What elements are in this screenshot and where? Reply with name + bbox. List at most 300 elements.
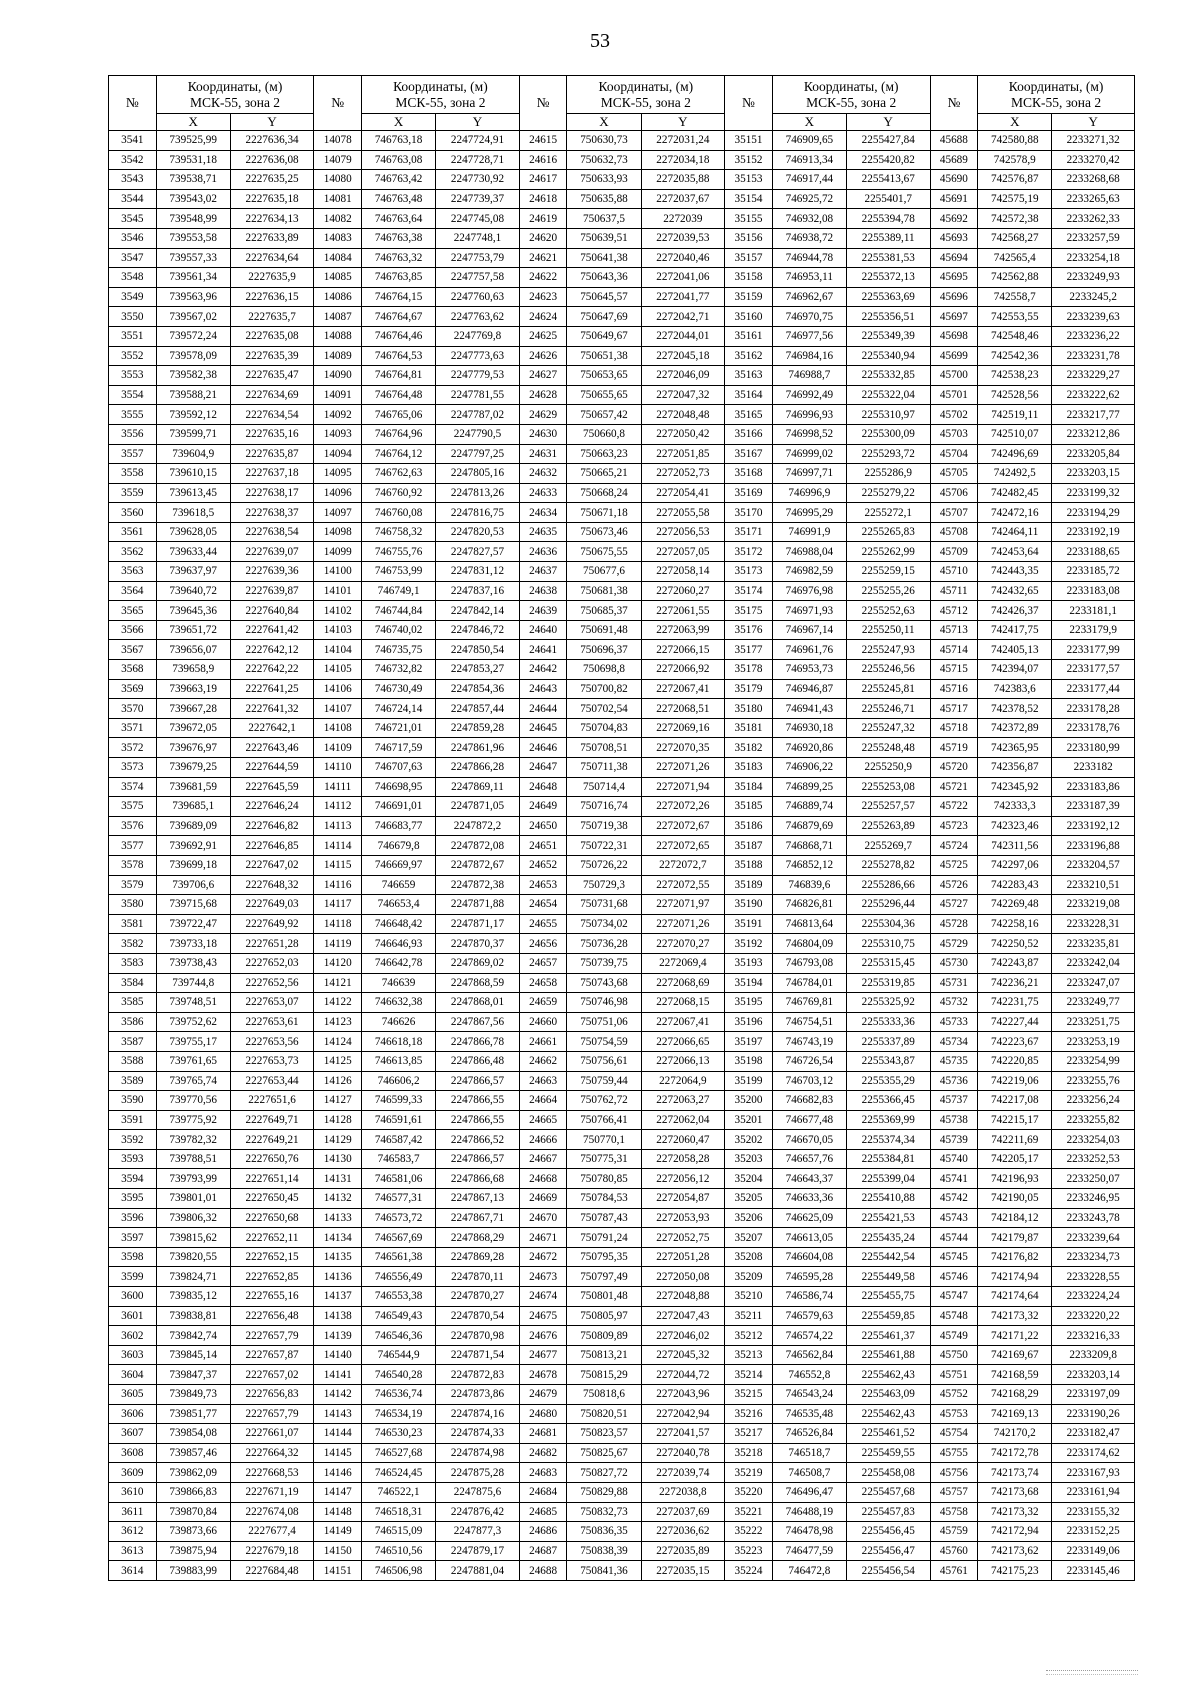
x-coordinate-cell: 746643,37 <box>772 1169 846 1189</box>
x-coordinate-cell: 746764,12 <box>362 444 436 464</box>
x-coordinate-cell: 746574,22 <box>772 1326 846 1346</box>
y-coordinate-cell: 2272037,69 <box>641 1502 725 1522</box>
table-row <box>109 1228 1135 1248</box>
y-coordinate-cell: 2227636,08 <box>230 150 314 170</box>
x-coordinate-cell: 746679,8 <box>362 836 436 856</box>
point-number-cell: 35156 <box>725 228 773 248</box>
table-row <box>109 346 1135 366</box>
point-number-cell: 3554 <box>109 385 157 405</box>
y-coordinate-cell: 2255349,39 <box>846 326 930 346</box>
x-coordinate-cell: 739857,46 <box>156 1443 230 1463</box>
point-number-cell: 24657 <box>519 953 567 973</box>
y-coordinate-cell: 2227653,61 <box>230 1012 314 1032</box>
point-number-cell: 24631 <box>519 444 567 464</box>
y-coordinate-cell: 2247728,71 <box>436 150 520 170</box>
x-coordinate-cell: 750637,5 <box>567 209 641 229</box>
x-coordinate-cell: 746488,19 <box>772 1502 846 1522</box>
y-coordinate-cell: 2272040,46 <box>641 248 725 268</box>
y-coordinate-cell: 2247757,58 <box>436 268 520 288</box>
point-number-cell: 24644 <box>519 699 567 719</box>
x-coordinate-cell: 746642,78 <box>362 953 436 973</box>
table-row <box>109 1130 1135 1150</box>
x-coordinate-cell: 750832,73 <box>567 1502 641 1522</box>
x-coordinate-cell: 739851,77 <box>156 1404 230 1424</box>
y-coordinate-cell: 2272072,67 <box>641 816 725 836</box>
y-coordinate-cell: 2233183,86 <box>1052 777 1135 797</box>
y-coordinate-cell: 2272047,43 <box>641 1306 725 1326</box>
point-number-cell: 24669 <box>519 1189 567 1209</box>
x-coordinate-cell: 742176,82 <box>978 1247 1052 1267</box>
x-coordinate-cell: 750729,3 <box>567 875 641 895</box>
point-number-cell: 3603 <box>109 1345 157 1365</box>
y-coordinate-cell: 2272039 <box>641 209 725 229</box>
point-number-cell: 14122 <box>314 993 362 1013</box>
point-number-cell: 45735 <box>930 1051 978 1071</box>
x-coordinate-cell: 739610,15 <box>156 464 230 484</box>
x-coordinate-cell: 742283,43 <box>978 875 1052 895</box>
x-coordinate-cell: 746765,06 <box>362 405 436 425</box>
y-coordinate-cell: 2247869,28 <box>436 1247 520 1267</box>
point-number-cell: 24658 <box>519 973 567 993</box>
y-coordinate-cell: 2255279,22 <box>846 483 930 503</box>
point-number-cell: 35173 <box>725 562 773 582</box>
point-number-cell: 3544 <box>109 189 157 209</box>
point-number-cell: 3588 <box>109 1051 157 1071</box>
point-number-cell: 3543 <box>109 170 157 190</box>
x-coordinate-cell: 750784,53 <box>567 1189 641 1209</box>
table-row <box>109 679 1135 699</box>
table-row <box>109 777 1135 797</box>
table-row <box>109 875 1135 895</box>
point-number-cell: 35174 <box>725 581 773 601</box>
point-number-cell: 45747 <box>930 1287 978 1307</box>
point-number-cell: 24668 <box>519 1169 567 1189</box>
point-number-cell: 45718 <box>930 718 978 738</box>
x-coordinate-cell: 746932,08 <box>772 209 846 229</box>
point-number-cell: 14114 <box>314 836 362 856</box>
point-number-cell: 3577 <box>109 836 157 856</box>
y-coordinate-cell: 2247797,25 <box>436 444 520 464</box>
x-coordinate-cell: 746917,44 <box>772 170 846 190</box>
point-number-cell: 14117 <box>314 895 362 915</box>
point-number-cell: 45738 <box>930 1110 978 1130</box>
point-number-cell: 3541 <box>109 131 157 151</box>
y-coordinate-cell: 2227639,07 <box>230 542 314 562</box>
point-number-cell: 3576 <box>109 816 157 836</box>
point-number-cell: 35214 <box>725 1365 773 1385</box>
point-number-cell: 3542 <box>109 150 157 170</box>
y-coordinate-cell: 2233212,86 <box>1052 424 1135 444</box>
point-number-cell: 45714 <box>930 640 978 660</box>
table-row <box>109 405 1135 425</box>
x-coordinate-cell: 746909,65 <box>772 131 846 151</box>
y-coordinate-cell: 2233185,72 <box>1052 562 1135 582</box>
x-coordinate-cell: 739618,5 <box>156 503 230 523</box>
x-coordinate-cell: 739531,18 <box>156 150 230 170</box>
x-coordinate-cell: 746764,48 <box>362 385 436 405</box>
x-coordinate-cell: 746646,93 <box>362 934 436 954</box>
y-coordinate-cell: 2272038,8 <box>641 1482 725 1502</box>
x-coordinate-cell: 746930,18 <box>772 718 846 738</box>
y-coordinate-cell: 2255304,36 <box>846 914 930 934</box>
coordinate-system-label: МСК-55, зона 2 <box>806 94 897 110</box>
x-coordinate-cell: 746813,64 <box>772 914 846 934</box>
y-coordinate-cell: 2272043,96 <box>641 1385 725 1405</box>
y-coordinate-cell: 2227652,56 <box>230 973 314 993</box>
x-coordinate-cell: 750731,68 <box>567 895 641 915</box>
y-coordinate-cell: 2247760,63 <box>436 287 520 307</box>
y-coordinate-cell: 2255410,88 <box>846 1189 930 1209</box>
x-coordinate-cell: 739847,37 <box>156 1365 230 1385</box>
y-coordinate-cell: 2227656,83 <box>230 1385 314 1405</box>
point-number-cell: 45710 <box>930 562 978 582</box>
point-number-cell: 3556 <box>109 424 157 444</box>
y-coordinate-cell: 2272037,67 <box>641 189 725 209</box>
point-number-cell: 24629 <box>519 405 567 425</box>
y-coordinate-cell: 2233178,76 <box>1052 718 1135 738</box>
point-number-cell: 45701 <box>930 385 978 405</box>
x-coordinate-cell: 746889,74 <box>772 797 846 817</box>
table-row <box>109 993 1135 1013</box>
point-number-cell: 14142 <box>314 1385 362 1405</box>
table-row <box>109 1110 1135 1130</box>
y-coordinate-cell: 2233187,39 <box>1052 797 1135 817</box>
x-coordinate-cell: 746534,19 <box>362 1404 436 1424</box>
point-number-cell: 3614 <box>109 1561 157 1581</box>
point-number-cell: 14147 <box>314 1482 362 1502</box>
y-coordinate-cell: 2227657,87 <box>230 1345 314 1365</box>
y-column-header: Y <box>1052 114 1135 131</box>
point-number-cell: 35193 <box>725 953 773 973</box>
table-row <box>109 953 1135 973</box>
y-coordinate-cell: 2272071,97 <box>641 895 725 915</box>
x-coordinate-cell: 746633,36 <box>772 1189 846 1209</box>
point-number-cell: 24625 <box>519 326 567 346</box>
x-coordinate-cell: 750685,37 <box>567 601 641 621</box>
point-number-cell: 14141 <box>314 1365 362 1385</box>
x-coordinate-cell: 742492,5 <box>978 464 1052 484</box>
y-coordinate-cell: 2233188,65 <box>1052 542 1135 562</box>
x-coordinate-cell: 742173,68 <box>978 1482 1052 1502</box>
point-number-cell: 3606 <box>109 1404 157 1424</box>
table-row <box>109 1365 1135 1385</box>
point-number-cell: 3599 <box>109 1267 157 1287</box>
x-coordinate-cell: 742453,64 <box>978 542 1052 562</box>
y-coordinate-cell: 2227635,87 <box>230 444 314 464</box>
x-coordinate-cell: 746581,06 <box>362 1169 436 1189</box>
x-coordinate-cell: 746953,73 <box>772 660 846 680</box>
table-row <box>109 287 1135 307</box>
point-number-cell: 3548 <box>109 268 157 288</box>
x-coordinate-cell: 746998,52 <box>772 424 846 444</box>
coordinate-system-label: МСК-55, зона 2 <box>189 94 281 110</box>
x-coordinate-cell: 739689,09 <box>156 816 230 836</box>
x-coordinate-cell: 746762,63 <box>362 464 436 484</box>
x-coordinate-cell: 750653,65 <box>567 366 641 386</box>
point-number-cell: 14096 <box>314 483 362 503</box>
y-coordinate-cell: 2247842,14 <box>436 601 520 621</box>
y-coordinate-cell: 2272048,48 <box>641 405 725 425</box>
y-coordinate-cell: 2255413,67 <box>846 170 930 190</box>
x-coordinate-cell: 742365,95 <box>978 738 1052 758</box>
point-number-cell: 24676 <box>519 1326 567 1346</box>
point-number-cell: 24623 <box>519 287 567 307</box>
point-number-cell: 3573 <box>109 758 157 778</box>
y-coordinate-cell: 2255333,36 <box>846 1012 930 1032</box>
y-coordinate-cell: 2272066,13 <box>641 1051 725 1071</box>
x-coordinate-cell: 739849,73 <box>156 1385 230 1405</box>
y-coordinate-cell: 2272069,4 <box>641 953 725 973</box>
point-number-cell: 45696 <box>930 287 978 307</box>
x-coordinate-cell: 742170,2 <box>978 1424 1052 1444</box>
x-coordinate-cell: 742173,62 <box>978 1541 1052 1561</box>
point-number-cell: 3545 <box>109 209 157 229</box>
x-coordinate-cell: 746721,01 <box>362 718 436 738</box>
y-coordinate-cell: 2272058,28 <box>641 1149 725 1169</box>
table-row <box>109 1463 1135 1483</box>
x-coordinate-cell: 746852,12 <box>772 855 846 875</box>
y-coordinate-cell: 2255245,81 <box>846 679 930 699</box>
point-number-cell: 3595 <box>109 1189 157 1209</box>
y-coordinate-cell: 2247769,8 <box>436 326 520 346</box>
y-coordinate-cell: 2272040,78 <box>641 1443 725 1463</box>
y-coordinate-cell: 2247781,55 <box>436 385 520 405</box>
y-coordinate-cell: 2247872,2 <box>436 816 520 836</box>
point-number-cell: 45728 <box>930 914 978 934</box>
y-coordinate-cell: 2227668,53 <box>230 1463 314 1483</box>
y-coordinate-cell: 2255457,83 <box>846 1502 930 1522</box>
y-coordinate-cell: 2247872,08 <box>436 836 520 856</box>
x-coordinate-cell: 739567,02 <box>156 307 230 327</box>
y-coordinate-cell: 2272031,24 <box>641 131 725 151</box>
y-column-header: Y <box>230 114 314 131</box>
point-number-cell: 35153 <box>725 170 773 190</box>
point-number-cell: 14138 <box>314 1306 362 1326</box>
y-coordinate-cell: 2272054,41 <box>641 483 725 503</box>
point-number-cell: 24617 <box>519 170 567 190</box>
x-coordinate-cell: 742378,52 <box>978 699 1052 719</box>
point-number-cell: 35179 <box>725 679 773 699</box>
x-coordinate-cell: 746879,69 <box>772 816 846 836</box>
x-coordinate-cell: 746730,49 <box>362 679 436 699</box>
x-coordinate-cell: 750643,36 <box>567 268 641 288</box>
y-coordinate-cell: 2255457,68 <box>846 1482 930 1502</box>
point-number-cell: 35197 <box>725 1032 773 1052</box>
y-coordinate-cell: 2247831,12 <box>436 562 520 582</box>
y-coordinate-cell: 2247850,54 <box>436 640 520 660</box>
y-coordinate-cell: 2272066,65 <box>641 1032 725 1052</box>
x-coordinate-cell: 739645,36 <box>156 601 230 621</box>
x-coordinate-cell: 739656,07 <box>156 640 230 660</box>
x-coordinate-cell: 739715,68 <box>156 895 230 915</box>
y-coordinate-cell: 2255263,89 <box>846 816 930 836</box>
x-coordinate-cell: 746506,98 <box>362 1561 436 1581</box>
table-row <box>109 1012 1135 1032</box>
point-number-cell: 45725 <box>930 855 978 875</box>
y-coordinate-cell: 2233222,62 <box>1052 385 1135 405</box>
y-coordinate-cell: 2227648,32 <box>230 875 314 895</box>
x-coordinate-cell: 750726,22 <box>567 855 641 875</box>
point-number-cell: 3610 <box>109 1482 157 1502</box>
point-number-cell: 45731 <box>930 973 978 993</box>
table-row <box>109 581 1135 601</box>
x-coordinate-cell: 746561,38 <box>362 1247 436 1267</box>
point-number-cell: 3578 <box>109 855 157 875</box>
y-coordinate-cell: 2227684,48 <box>230 1561 314 1581</box>
y-coordinate-cell: 2255442,54 <box>846 1247 930 1267</box>
y-coordinate-cell: 2227638,54 <box>230 522 314 542</box>
point-number-cell: 35208 <box>725 1247 773 1267</box>
y-coordinate-cell: 2233174,62 <box>1052 1443 1135 1463</box>
point-number-cell: 3546 <box>109 228 157 248</box>
y-coordinate-cell: 2233270,42 <box>1052 150 1135 170</box>
point-number-cell: 45761 <box>930 1561 978 1581</box>
y-coordinate-cell: 2255259,15 <box>846 562 930 582</box>
y-coordinate-cell: 2247866,55 <box>436 1110 520 1130</box>
point-number-cell: 14137 <box>314 1287 362 1307</box>
point-number-cell: 24665 <box>519 1110 567 1130</box>
point-number-cell: 14135 <box>314 1247 362 1267</box>
y-coordinate-cell: 2227652,85 <box>230 1267 314 1287</box>
table-row <box>109 131 1135 151</box>
x-coordinate-cell: 742215,17 <box>978 1110 1052 1130</box>
x-coordinate-cell: 739676,97 <box>156 738 230 758</box>
point-number-cell: 45692 <box>930 209 978 229</box>
y-coordinate-cell: 2255265,83 <box>846 522 930 542</box>
point-number-cell: 14151 <box>314 1561 362 1581</box>
point-number-cell: 24653 <box>519 875 567 895</box>
table-row <box>109 699 1135 719</box>
y-coordinate-cell: 2227635,18 <box>230 189 314 209</box>
point-number-cell: 3611 <box>109 1502 157 1522</box>
table-row <box>109 248 1135 268</box>
x-coordinate-cell: 746732,82 <box>362 660 436 680</box>
x-column-header: X <box>772 114 846 131</box>
point-number-cell: 14150 <box>314 1541 362 1561</box>
x-coordinate-cell: 746536,74 <box>362 1385 436 1405</box>
y-coordinate-cell: 2272048,88 <box>641 1287 725 1307</box>
y-coordinate-cell: 2233177,44 <box>1052 679 1135 699</box>
x-coordinate-cell: 742432,65 <box>978 581 1052 601</box>
x-coordinate-cell: 746677,48 <box>772 1110 846 1130</box>
x-coordinate-cell: 742297,06 <box>978 855 1052 875</box>
y-coordinate-cell: 2227646,82 <box>230 816 314 836</box>
point-number-cell: 24635 <box>519 522 567 542</box>
table-row <box>109 1149 1135 1169</box>
point-number-cell: 45717 <box>930 699 978 719</box>
y-coordinate-cell: 2247881,04 <box>436 1561 520 1581</box>
y-coordinate-cell: 2247857,44 <box>436 699 520 719</box>
x-coordinate-cell: 750708,51 <box>567 738 641 758</box>
x-coordinate-cell: 746510,56 <box>362 1541 436 1561</box>
point-number-cell: 24675 <box>519 1306 567 1326</box>
x-coordinate-cell: 750691,48 <box>567 620 641 640</box>
y-coordinate-cell: 2233256,24 <box>1052 1091 1135 1111</box>
x-coordinate-cell: 742172,94 <box>978 1522 1052 1542</box>
x-coordinate-cell: 746961,76 <box>772 640 846 660</box>
y-coordinate-cell: 2247872,83 <box>436 1365 520 1385</box>
y-coordinate-cell: 2233265,63 <box>1052 189 1135 209</box>
y-coordinate-cell: 2247866,57 <box>436 1149 520 1169</box>
y-coordinate-cell: 2272044,72 <box>641 1365 725 1385</box>
x-coordinate-cell: 746977,56 <box>772 326 846 346</box>
point-number-cell: 3561 <box>109 522 157 542</box>
x-coordinate-cell: 746703,12 <box>772 1071 846 1091</box>
x-coordinate-cell: 746653,4 <box>362 895 436 915</box>
x-coordinate-cell: 750836,35 <box>567 1522 641 1542</box>
point-number-cell: 24648 <box>519 777 567 797</box>
y-coordinate-cell: 2233183,08 <box>1052 581 1135 601</box>
point-number-cell: 14128 <box>314 1110 362 1130</box>
y-coordinate-cell: 2227635,25 <box>230 170 314 190</box>
point-number-cell: 24615 <box>519 131 567 151</box>
y-coordinate-cell: 2272035,15 <box>641 1561 725 1581</box>
y-coordinate-cell: 2233254,03 <box>1052 1130 1135 1150</box>
point-number-cell: 35198 <box>725 1051 773 1071</box>
y-coordinate-cell: 2227634,69 <box>230 385 314 405</box>
point-number-cell: 14101 <box>314 581 362 601</box>
point-number-cell: 45745 <box>930 1247 978 1267</box>
coordinates-label: Координаты, (м) <box>187 78 283 94</box>
point-number-cell: 3574 <box>109 777 157 797</box>
point-number-cell: 45755 <box>930 1443 978 1463</box>
point-number-cell: 24682 <box>519 1443 567 1463</box>
y-coordinate-cell: 2255461,37 <box>846 1326 930 1346</box>
y-coordinate-cell: 2255461,88 <box>846 1345 930 1365</box>
point-number-cell: 3583 <box>109 953 157 973</box>
x-coordinate-cell: 746991,9 <box>772 522 846 542</box>
y-coordinate-cell: 2272061,55 <box>641 601 725 621</box>
table-row <box>109 1306 1135 1326</box>
point-number-cell: 3568 <box>109 660 157 680</box>
y-coordinate-cell: 2272034,18 <box>641 150 725 170</box>
x-coordinate-cell: 750700,82 <box>567 679 641 699</box>
y-coordinate-cell: 2227635,16 <box>230 424 314 444</box>
table-row <box>109 973 1135 993</box>
x-coordinate-cell: 742464,11 <box>978 522 1052 542</box>
point-number-cell: 45734 <box>930 1032 978 1052</box>
point-number-cell: 45753 <box>930 1404 978 1424</box>
x-column-header: X <box>567 114 641 131</box>
coordinates-label: Координаты, (м) <box>393 78 488 94</box>
x-coordinate-cell: 750829,88 <box>567 1482 641 1502</box>
y-coordinate-cell: 2247870,98 <box>436 1326 520 1346</box>
point-number-cell: 35199 <box>725 1071 773 1091</box>
x-coordinate-cell: 739755,17 <box>156 1032 230 1052</box>
x-coordinate-cell: 746763,32 <box>362 248 436 268</box>
table-row <box>109 895 1135 915</box>
point-number-cell: 14098 <box>314 522 362 542</box>
point-number-cell: 3585 <box>109 993 157 1013</box>
x-coordinate-cell: 742372,89 <box>978 718 1052 738</box>
y-coordinate-cell: 2233254,18 <box>1052 248 1135 268</box>
point-number-cell: 14090 <box>314 366 362 386</box>
y-coordinate-cell: 2227636,15 <box>230 287 314 307</box>
y-coordinate-cell: 2247748,1 <box>436 228 520 248</box>
y-coordinate-cell: 2227650,76 <box>230 1149 314 1169</box>
y-coordinate-cell: 2247837,16 <box>436 581 520 601</box>
point-number-cell: 45733 <box>930 1012 978 1032</box>
y-coordinate-cell: 2227650,68 <box>230 1208 314 1228</box>
x-coordinate-cell: 750696,37 <box>567 640 641 660</box>
y-coordinate-cell: 2233268,68 <box>1052 170 1135 190</box>
point-number-cell: 14121 <box>314 973 362 993</box>
y-coordinate-cell: 2247870,54 <box>436 1306 520 1326</box>
y-coordinate-cell: 2227653,56 <box>230 1032 314 1052</box>
point-number-cell: 24679 <box>519 1385 567 1405</box>
x-coordinate-cell: 746659 <box>362 875 436 895</box>
x-coordinate-cell: 750805,97 <box>567 1306 641 1326</box>
